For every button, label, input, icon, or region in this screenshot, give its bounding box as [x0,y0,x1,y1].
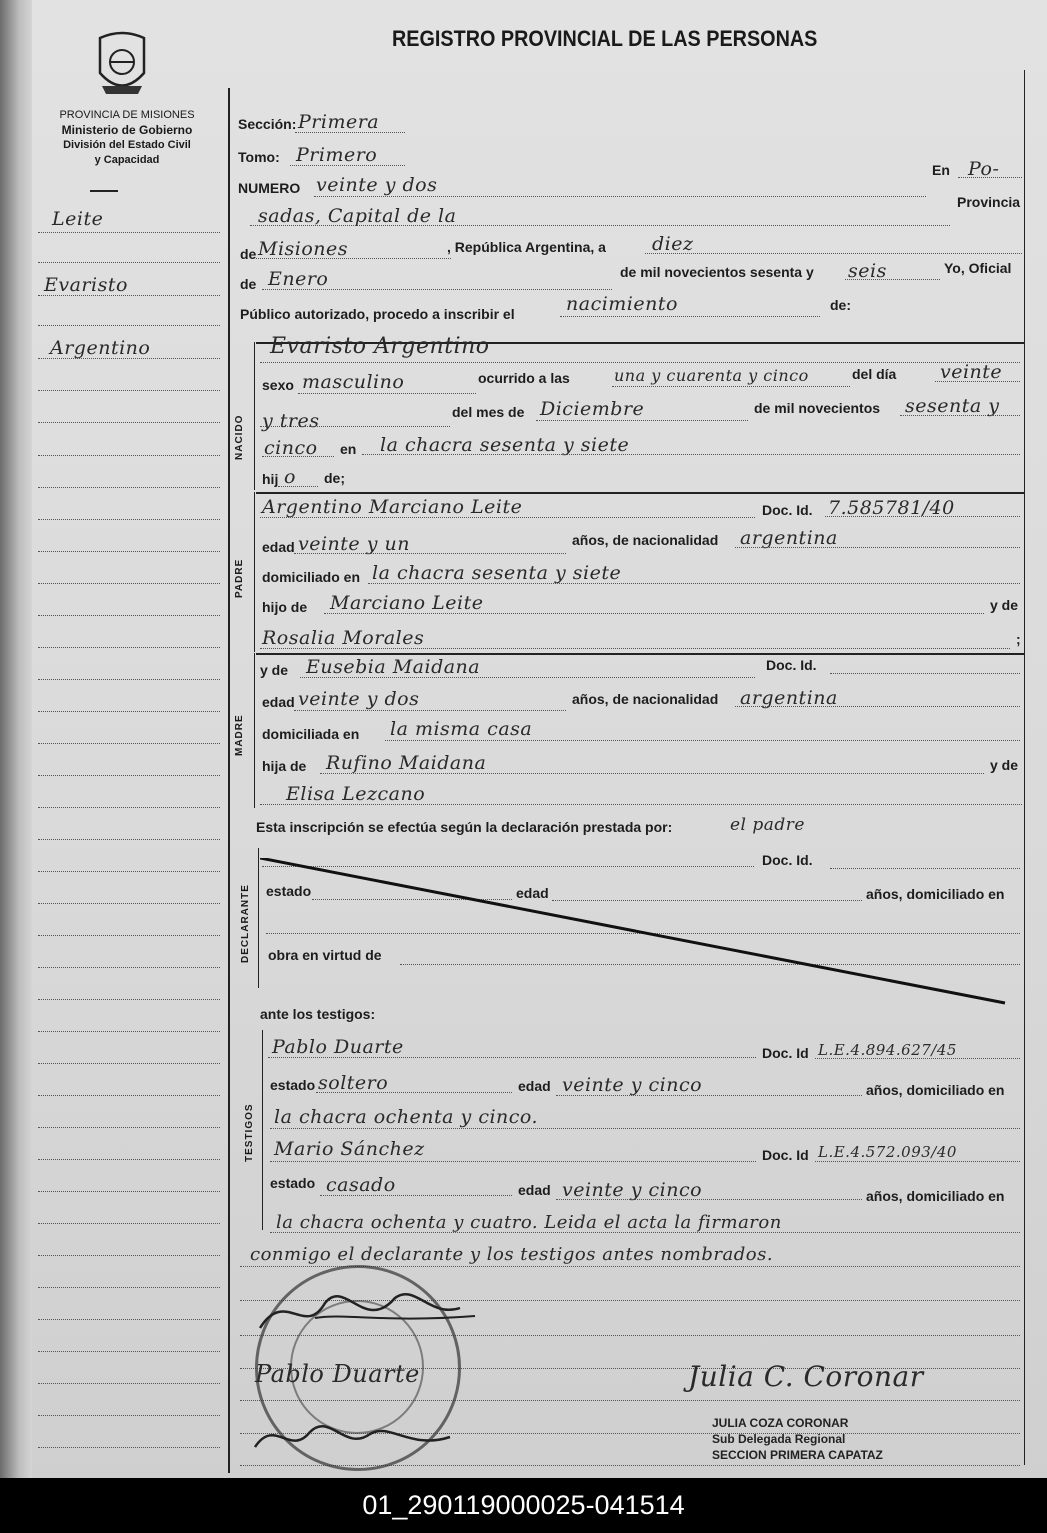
sexo-label: sexo [262,377,294,393]
anio-value: sesenta y [905,395,1000,417]
testigos-section-label: TESTIGOS [244,1103,255,1162]
testigos-intro: ante los testigos: [260,1006,376,1022]
tomo-label: Tomo: [238,149,280,165]
padre-dom-label: domiciliado en [262,569,361,585]
oficial-label: Yo, Oficial [944,260,1012,276]
anio-value-2: cinco [264,437,318,459]
mes-value: Diciembre [540,398,645,420]
madre-left-line [254,653,255,808]
margin-given-name-2: Argentino [50,337,151,359]
closing-text: conmigo el declarante y los testigos antes nombrados. [250,1244,774,1265]
declarante-left-line [258,848,259,988]
testigo2-edad-label: edad [518,1182,551,1198]
padre-top-line [256,492,1024,494]
seccion-label: Sección: [238,116,297,132]
padre-edad-value: veinte y un [298,533,410,555]
seccion-value: Primera [298,111,380,133]
margin-surname: Leite [52,208,104,230]
officer-stamp-role: Sub Delegada Regional [712,1432,846,1446]
witness2-signature [250,1412,470,1462]
nacido-name: Evaristo Argentino [270,334,490,359]
declarante-strike-line [260,858,1010,1008]
org-capacity: y Capacidad [94,154,160,166]
testigos-left-line [262,1030,263,1230]
numero-label: NUMERO [238,180,301,196]
padre-name: Argentino Marciano Leite [262,496,523,518]
dia-label: del día [852,366,897,382]
lugar-value: la chacra sesenta y siete [380,434,630,456]
madre-dom-label: domiciliada en [262,726,360,742]
testigo2-edad-value: veinte y cinco [562,1179,703,1201]
madre-nacionalidad: argentina [740,687,838,709]
margin-given-name: Evaristo [44,274,128,296]
coat-of-arms-icon [92,28,152,100]
testigo1-dom-label: años, domiciliado en [866,1082,1005,1098]
declarante-intro: Esta inscripción se efectúa según la declaración prestada por: [256,819,673,835]
republica-label: , República Argentina, a [447,239,606,255]
padre-section-label: PADRE [234,558,245,598]
madre-yde-label-2: y de [990,757,1019,773]
main-frame-left [228,88,230,1473]
declarante-estado-label: estado [266,883,312,899]
org-underline [90,190,118,192]
en-nacido-label: en [340,441,357,457]
padre-edad-label: edad [262,539,295,555]
declarante-por: el padre [730,815,805,835]
inscribir-label: Público autorizado, procedo a inscribir el [240,306,515,322]
padre-domicilio: la chacra sesenta y siete [372,562,622,584]
madre-nac-label: años, de nacionalidad [572,691,719,707]
hijo-label: hij [262,471,279,487]
org-ministry: Ministerio de Gobierno [61,123,193,137]
document-id-footer: 01_290119000025-041514 [0,1478,1047,1533]
madre-domicilio: la misma casa [390,718,533,740]
madre-yde-label: y de [260,662,289,678]
padre-padre-value: Marciano Leite [330,592,484,614]
officer-stamp [712,1415,883,1463]
testigo2-estado-label: estado [270,1175,316,1191]
en-value: Po- [968,158,1000,180]
ocurrido-label: ocurrido a las [478,370,570,386]
padre-yde-label: y de [990,597,1019,613]
madre-edad-value: veinte y dos [298,688,420,710]
nacido-left-line [254,342,255,490]
page-fold-shadow [0,0,32,1478]
provincia-value: Misiones [258,238,349,260]
main-frame-right [1024,70,1025,1465]
testigo1-edad-value: veinte y cinco [562,1074,703,1096]
padre-madre-value: Rosalia Morales [262,627,425,649]
padre-hijo-label: hijo de [262,599,308,615]
padre-left-line [254,492,255,652]
padre-nacionalidad: argentina [740,527,838,549]
sexo-value: masculino [302,371,405,393]
testigo1-doc-label: Doc. Id [762,1045,809,1061]
de-label: de [240,246,257,262]
de3-label: de: [830,297,851,313]
hijo-de-label: de; [324,470,345,486]
declarante-obra-label: obra en virtud de [268,947,382,963]
declarante-section-label: DECLARANTE [240,884,251,963]
hijo-value: o [284,466,296,488]
madre-doc-label: Doc. Id. [766,657,817,673]
tipo-value: nacimiento [566,293,678,315]
padre-semicolon: ; [1016,631,1021,647]
officer-signature: Julia C. Coronar [688,1360,924,1393]
testigo1-estado-label: estado [270,1077,316,1093]
numero-value: veinte y dos [316,174,438,196]
de2-label: de [240,276,257,292]
year-label: de mil novecientos sesenta y [620,264,814,280]
madre-hija-label: hija de [262,758,307,774]
madre-section-label: MADRE [234,714,245,756]
testigo1-edad-label: edad [518,1078,551,1094]
place-line1: sadas, Capital de la [258,205,457,227]
officer-stamp-section: SECCION PRIMERA CAPATAZ [712,1448,883,1462]
officer-stamp-name: JULIA COZA CORONAR [712,1416,849,1430]
testigo2-dom-label: años, domiciliado en [866,1188,1005,1204]
dia-value-2: y tres [262,410,320,432]
dia-value: veinte [940,361,1003,383]
madre-edad-label: edad [262,694,295,710]
padre-doc-label: Doc. Id. [762,502,813,518]
declarante-doc-label: Doc. Id. [762,852,813,868]
testigo2-doc-label: Doc. Id [762,1147,809,1163]
org-division: División del Estado Civil [63,139,191,151]
madre-madre-value: Elisa Lezcano [286,783,426,805]
declarante-edad-label: edad [516,885,549,901]
en-label: En [932,162,950,178]
testigo2-name: Mario Sánchez [274,1138,425,1160]
madre-padre-value: Rufino Maidana [326,752,487,774]
declarante-dom-label: años, domiciliado en [866,886,1005,902]
declarante-signature [255,1278,485,1348]
testigo1-dom-value: la chacra ochenta y cinco. [274,1106,539,1128]
testigo2-doc-value: L.E.4.572.093/40 [818,1143,957,1161]
witness-signature: Pablo Duarte [255,1360,420,1388]
madre-top-line [256,653,1024,655]
day-value: diez [652,233,694,255]
testigo1-doc-value: L.E.4.894.627/45 [818,1041,957,1059]
anio-label: de mil novecientos [754,400,881,416]
tomo-value: Primero [296,144,378,166]
nacido-section-label: NACIDO [234,414,245,460]
page-title: REGISTRO PROVINCIAL DE LAS PERSONAS [392,26,818,51]
padre-doc-value: 7.585781/40 [828,497,955,519]
provincia-label: Provincia [957,194,1021,210]
testigo2-dom-value: la chacra ochenta y cuatro. Leida el acta la firmaron [276,1212,782,1233]
hora-value: una y cuarenta y cinco [614,366,809,385]
madre-name: Eusebia Maidana [306,656,481,678]
testigo2-estado-value: casado [326,1174,396,1196]
month-value: Enero [268,268,329,290]
year-value: seis [848,260,887,282]
testigo1-estado-value: soltero [318,1072,389,1094]
org-province: PROVINCIA DE MISIONES [59,109,195,121]
padre-nac-label: años, de nacionalidad [572,532,719,548]
mes-label: del mes de [452,404,525,420]
testigo1-name: Pablo Duarte [272,1036,404,1058]
